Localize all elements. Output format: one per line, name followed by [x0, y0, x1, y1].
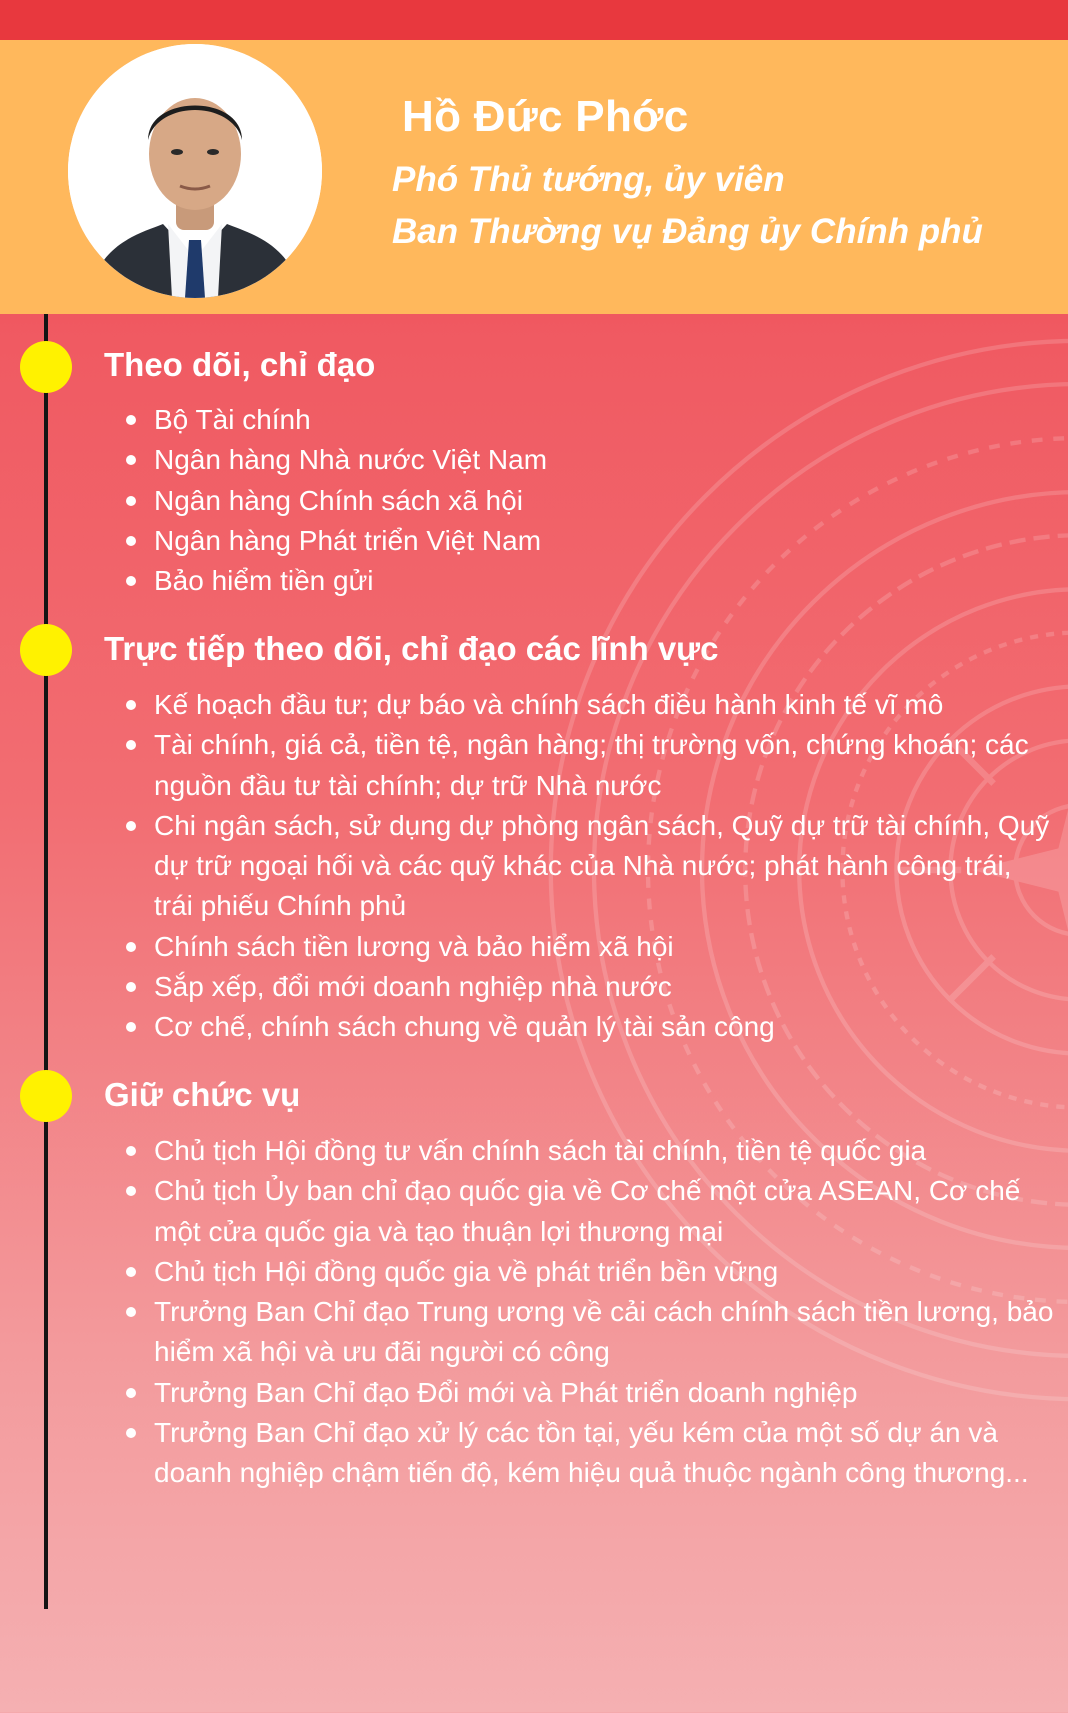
list-item: Chủ tịch Hội đồng tư vấn chính sách tài chính, tiền tệ quốc gia: [154, 1131, 1054, 1171]
list-item: Cơ chế, chính sách chung về quản lý tài sản công: [154, 1007, 1054, 1047]
list-item: Bảo hiểm tiền gửi: [154, 561, 1054, 601]
timeline-dot: [20, 624, 72, 676]
top-strip: [0, 0, 1068, 40]
timeline-dot: [20, 341, 72, 393]
list-item: Chủ tịch Ủy ban chỉ đạo quốc gia về Cơ chế một cửa ASEAN, Cơ chế một cửa quốc gia và tạo thuận lợi thương mại: [154, 1171, 1054, 1252]
item-list: [154, 1131, 1054, 1494]
section-title: Theo dõi, chỉ đạo: [104, 346, 376, 383]
person-role-line-2: Ban Thường vụ Đảng ủy Chính phủ: [392, 212, 983, 251]
section-title: Giữ chức vụ: [104, 1076, 301, 1113]
list-item: Ngân hàng Phát triển Việt Nam: [154, 521, 1054, 561]
person-role-line-1: Phó Thủ tướng, ủy viên: [392, 160, 785, 199]
section-title: Trực tiếp theo dõi, chỉ đạo các lĩnh vực: [104, 630, 719, 667]
list-item: Bộ Tài chính: [154, 400, 1054, 440]
item-list: [154, 685, 1054, 1048]
timeline-line: [44, 314, 48, 1609]
list-item: Trưởng Ban Chỉ đạo Đổi mới và Phát triển doanh nghiệp: [154, 1373, 1054, 1413]
profile-header: [0, 40, 1068, 314]
list-item: Kế hoạch đầu tư; dự báo và chính sách điều hành kinh tế vĩ mô: [154, 685, 1054, 725]
list-item: Sắp xếp, đổi mới doanh nghiệp nhà nước: [154, 967, 1054, 1007]
person-name: Hồ Đức Phớc: [402, 92, 689, 141]
list-item: Trưởng Ban Chỉ đạo Trung ương về cải cách chính sách tiền lương, bảo hiểm xã hội và ưu đãi người có công: [154, 1292, 1054, 1373]
list-item: Trưởng Ban Chỉ đạo xử lý các tồn tại, yếu kém của một số dự án và doanh nghiệp chậm tiến độ, kém hiệu quả thuộc ngành công thương...: [154, 1413, 1054, 1494]
list-item: Ngân hàng Nhà nước Việt Nam: [154, 440, 1054, 480]
list-item: Chủ tịch Hội đồng quốc gia về phát triển bền vững: [154, 1252, 1054, 1292]
item-list: [154, 400, 1054, 601]
avatar: [68, 44, 322, 298]
timeline-dot: [20, 1070, 72, 1122]
list-item: Tài chính, giá cả, tiền tệ, ngân hàng; thị trường vốn, chứng khoán; các nguồn đầu tư tài chính; dự trữ Nhà nước: [154, 725, 1054, 806]
list-item: Chi ngân sách, sử dụng dự phòng ngân sách, Quỹ dự trữ tài chính, Quỹ dự trữ ngoại hối và các quỹ khác của Nhà nước; phát hành công trái, trái phiếu Chính phủ: [154, 806, 1054, 927]
list-item: Ngân hàng Chính sách xã hội: [154, 481, 1054, 521]
list-item: Chính sách tiền lương và bảo hiểm xã hội: [154, 927, 1054, 967]
